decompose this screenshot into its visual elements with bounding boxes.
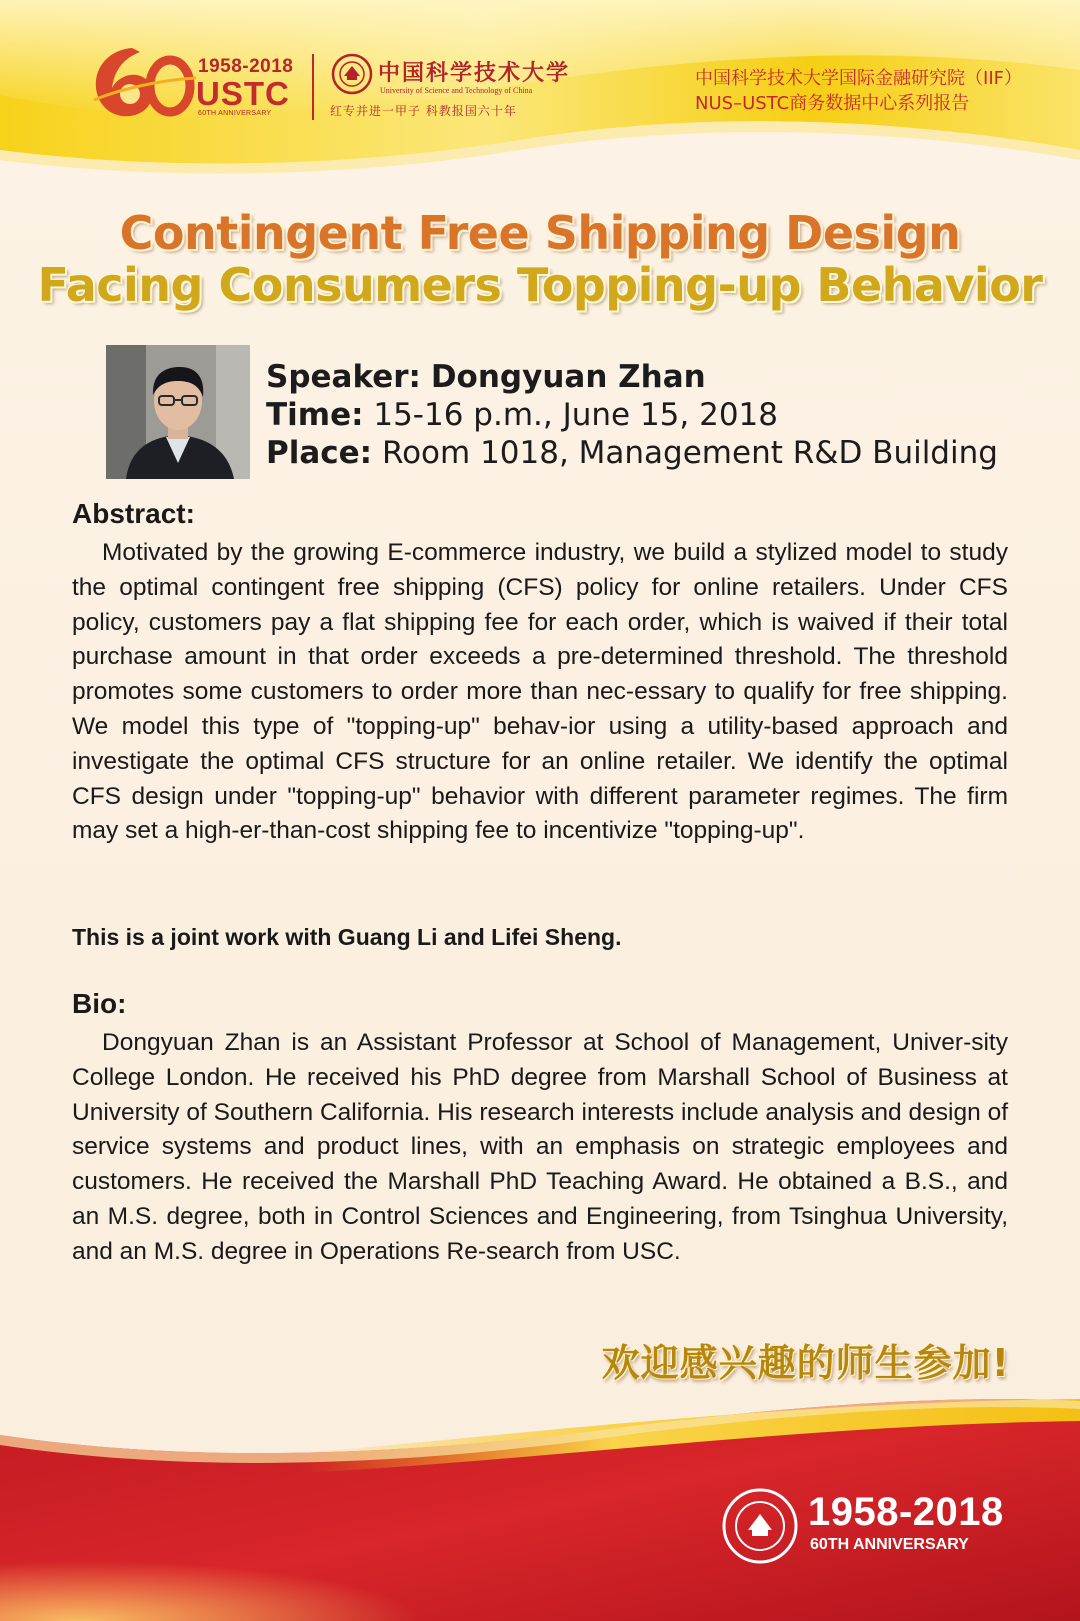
speaker-name: Dongyuan Zhan (430, 359, 706, 395)
header-divider (312, 54, 314, 120)
speaker-label: Speaker: (266, 359, 421, 395)
title-line-1: Contingent Free Shipping Design (119, 206, 961, 260)
bio-text: Dongyuan Zhan is an Assistant Professor at School of Management, Univer-sity College London. He received his PhD degree from Marshall School of Business at University of Southern California. His research interests include analysis and design of service systems and product lines, with an emphasis on strategic employees and customers. He received the Marshall PhD Teaching Award. He obtained a B.S., and an M.S. degree, both in Control Sciences and Engineering, from Tsinghua University, and an M.S. degree in Operations Re-search from USC. (72, 1029, 1008, 1265)
sixty-emblem-icon (88, 40, 198, 122)
time-value: 15-16 p.m., June 15, 2018 (373, 397, 778, 433)
time-label: Time: (266, 397, 364, 433)
place-value: Room 1018, Management R&D Building (381, 435, 998, 471)
title-line-2: Facing Consumers Topping-up Behavior (37, 258, 1043, 312)
welcome-message: 欢迎感兴趣的师生参加! (601, 1341, 1010, 1385)
abstract-text: Motivated by the growing E-commerce industry, we build a stylized model to study the optimal contingent free shipping (CFS) policy for online retailers. Under CFS policy, customers pay a flat shipping fee for each order, which is waived if their total purchase amount in that order exceeds a pre-determined threshold. The threshold promotes some customers to order more than nec-essary to qualify for free shipping. We model this type of "topping-up" behav-ior using a utility-based approach and investigate the optimal CFS structure for an online retailer. We identify the optimal CFS design under "topping-up" behavior with different parameter regimes. The firm may set a high-er-than-cost shipping fee to incentivize "topping-up". (72, 539, 1008, 845)
university-name-cn: 中国科学技术大学 (378, 60, 571, 86)
university-name-en: University of Science and Technology of China (380, 86, 533, 95)
speaker-info (266, 358, 998, 472)
series-line-1: 中国科学技术大学国际金融研究院（IIF） (695, 68, 1022, 89)
series-line-2: NUS–USTC商务数据中心系列报告 (695, 93, 970, 114)
university-seal-icon (330, 52, 374, 96)
report-series (695, 66, 1022, 116)
logo-anniversary: 60TH ANNIVERSARY (198, 110, 272, 117)
place-row (266, 434, 998, 472)
bio-heading: Bio: (72, 988, 127, 1019)
joint-work-note: This is a joint work with Guang Li and Lifei Sheng. (72, 924, 622, 950)
speaker-row (266, 358, 998, 396)
logo-years: 1958-2018 (198, 56, 294, 77)
footer-years: 1958-2018 (808, 1490, 1004, 1534)
logo-name: USTC (196, 75, 290, 112)
footer-anniversary: 60TH ANNIVERSARY (810, 1536, 969, 1553)
speaker-photo (106, 345, 250, 479)
university-logo (328, 52, 571, 122)
place-label: Place: (266, 435, 373, 471)
footer-anniversary-logo (720, 1486, 1004, 1566)
speaker-portrait-icon (106, 345, 250, 479)
abstract-heading: Abstract: (72, 498, 195, 529)
ustc-60th-logo (88, 40, 298, 122)
time-row (266, 396, 998, 434)
university-slogan: 红专并进一甲子 科教报国六十年 (330, 104, 517, 118)
footer-seal-icon (720, 1486, 800, 1566)
